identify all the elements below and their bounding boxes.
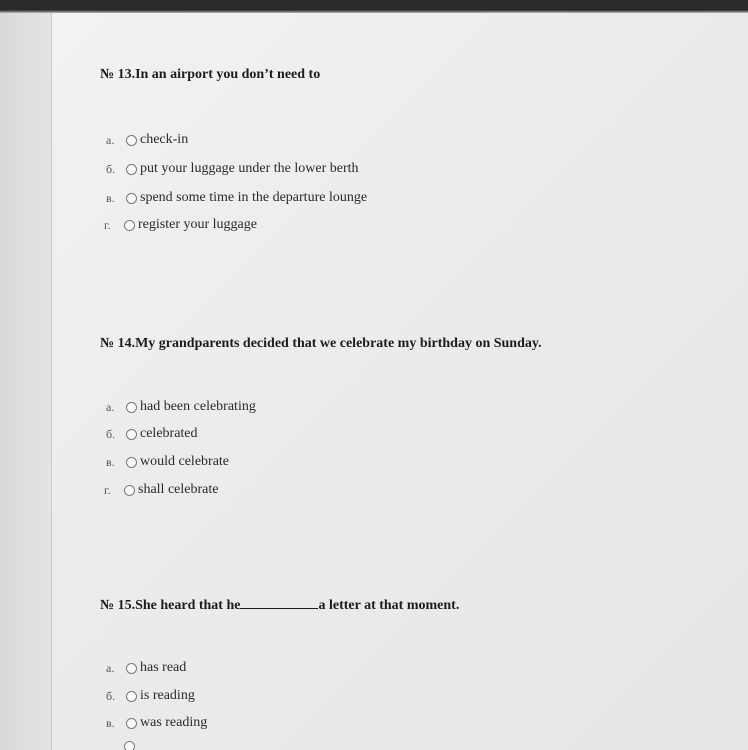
option-letter: в. bbox=[106, 190, 115, 205]
option-text: had been celebrating bbox=[140, 399, 256, 414]
radio-button[interactable] bbox=[126, 457, 137, 468]
q14-option-d[interactable] bbox=[104, 482, 218, 498]
option-letter: б. bbox=[106, 426, 116, 441]
radio-button[interactable] bbox=[126, 663, 137, 674]
q15-option-a[interactable] bbox=[106, 660, 186, 676]
q14-option-c[interactable] bbox=[106, 454, 229, 470]
radio-button[interactable] bbox=[126, 718, 137, 729]
question-15-prompt bbox=[100, 596, 459, 614]
option-text: shall celebrate bbox=[138, 482, 219, 497]
radio-button[interactable] bbox=[124, 741, 135, 750]
quiz-page bbox=[52, 13, 748, 750]
option-letter: a. bbox=[106, 660, 115, 675]
option-letter: г. bbox=[104, 217, 111, 232]
radio-button[interactable] bbox=[126, 164, 137, 175]
radio-button[interactable] bbox=[126, 402, 137, 413]
q15-option-c[interactable] bbox=[106, 715, 207, 731]
option-letter: в. bbox=[106, 715, 115, 730]
radio-button[interactable] bbox=[124, 485, 135, 496]
answer-blank bbox=[240, 596, 318, 609]
q13-option-d[interactable] bbox=[104, 217, 257, 233]
q15-option-b[interactable] bbox=[106, 688, 195, 704]
option-letter: в. bbox=[106, 454, 115, 469]
option-letter: б. bbox=[106, 688, 116, 703]
option-text: register your luggage bbox=[138, 217, 257, 232]
prompt-start: № 15.She heard that he bbox=[100, 598, 241, 613]
q13-option-b[interactable] bbox=[106, 161, 359, 177]
option-letter: б. bbox=[106, 161, 116, 176]
option-text: celebrated bbox=[140, 426, 198, 441]
option-text: has read bbox=[140, 660, 187, 675]
option-text: would celebrate bbox=[140, 454, 230, 469]
radio-button[interactable] bbox=[126, 691, 137, 702]
q13-option-c[interactable] bbox=[106, 190, 367, 206]
q14-option-b[interactable] bbox=[106, 426, 198, 442]
prompt-end: a letter at that moment. bbox=[318, 598, 460, 613]
q13-option-a[interactable] bbox=[106, 132, 188, 148]
option-text: put your luggage under the lower berth bbox=[140, 161, 359, 176]
radio-button[interactable] bbox=[124, 220, 135, 231]
radio-button[interactable] bbox=[126, 135, 137, 146]
option-letter: a. bbox=[106, 132, 115, 147]
question-13-prompt: № 13.In an airport you don’t need to bbox=[100, 67, 321, 82]
q15-option-d-partial[interactable] bbox=[104, 741, 138, 750]
option-text: check-in bbox=[140, 132, 189, 147]
option-text: spend some time in the departure lounge bbox=[140, 190, 368, 205]
question-14-prompt: № 14.My grandparents decided that we celebrate my birthday on Sunday. bbox=[100, 336, 542, 351]
q14-option-a[interactable] bbox=[106, 399, 256, 415]
option-text: is reading bbox=[140, 688, 195, 703]
radio-button[interactable] bbox=[126, 193, 137, 204]
option-letter: a. bbox=[106, 399, 115, 414]
option-text: was reading bbox=[140, 715, 208, 730]
option-letter: г. bbox=[104, 482, 111, 497]
page-margin bbox=[0, 13, 52, 750]
radio-button[interactable] bbox=[126, 429, 137, 440]
